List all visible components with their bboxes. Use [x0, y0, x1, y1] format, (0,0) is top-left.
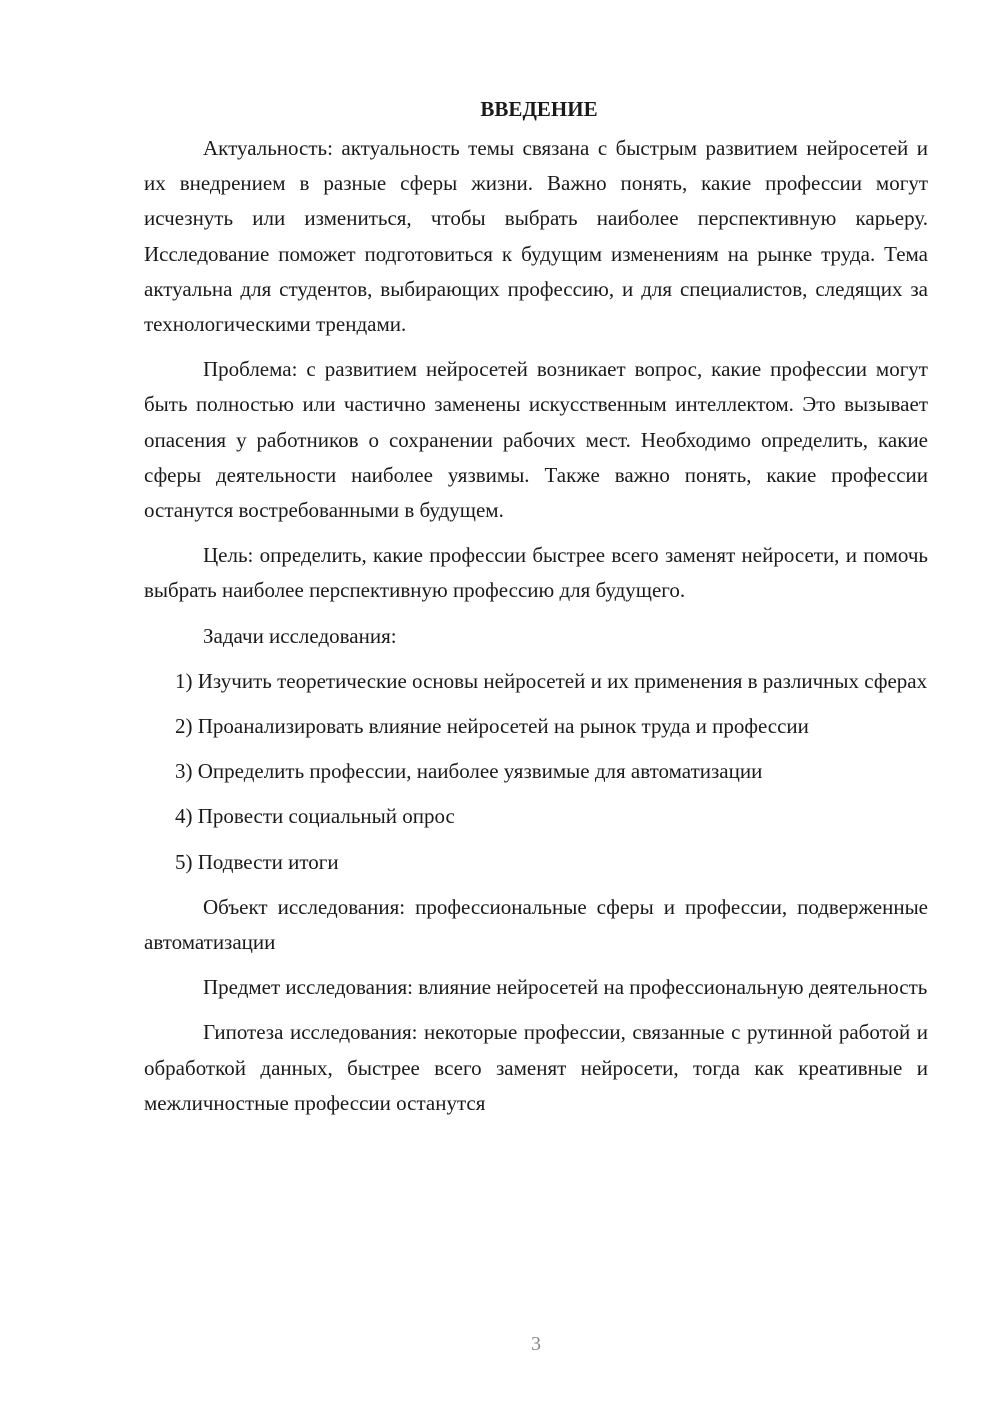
page-number: 3: [531, 1333, 541, 1355]
task-item-5: 5) Подвести итоги: [175, 849, 339, 874]
paragraph-problem: Проблема: с развитием нейросетей возникает вопрос, какие профессии могут быть полностью или частично заменены искусственным интеллектом. Это вызывает опасения у работников о сохранении рабочих мест. Необходимо определить, какие сферы деятельности наиболее уязвимы. Также важно понять, какие профессии останутся востребованными в будущем.: [144, 357, 928, 523]
section-heading: ВВЕДЕНИЕ: [480, 97, 598, 121]
paragraph-object: Объект исследования: профессиональные сферы и профессии, подверженные автоматизации: [144, 894, 928, 955]
task-item-4: 4) Провести социальный опрос: [175, 804, 455, 829]
paragraph-tasks-intro: Задачи исследования:: [203, 623, 397, 648]
paragraph-relevance: Актуальность: актуальность темы связана с быстрым развитием нейросетей и их внедрением в разные сферы жизни. Важно понять, какие профессии могут исчезнуть или измениться, чтобы выбрать наиболее перспективную карьеру. Исследование поможет подготовиться к будущим изменениям на рынке труда. Тема актуальна для студентов, выбирающих профессию, и для специалистов, следящих за технологическими трендами.: [144, 136, 928, 337]
task-item-2: 2) Проанализировать влияние нейросетей на рынок труда и профессии: [175, 714, 809, 739]
paragraph-hypothesis: Гипотеза исследования: некоторые профессии, связанные с рутинной работой и обработкой данных, быстрее всего заменят нейросети, тогда как креативные и межличностные профессии останутся: [144, 1020, 928, 1115]
task-item-3: 3) Определить профессии, наиболее уязвимые для автоматизации: [175, 759, 763, 784]
paragraph-subject: Предмет исследования: влияние нейросетей на профессиональную деятельность: [203, 975, 928, 1000]
document-page: [144, 92, 928, 1131]
task-item-1: 1) Изучить теоретические основы нейросетей и их применения в различных сферах: [175, 668, 928, 693]
paragraph-goal: Цель: определить, какие профессии быстрее всего заменят нейросети, и помочь выбрать наиболее перспективную профессию для будущего.: [144, 543, 928, 603]
